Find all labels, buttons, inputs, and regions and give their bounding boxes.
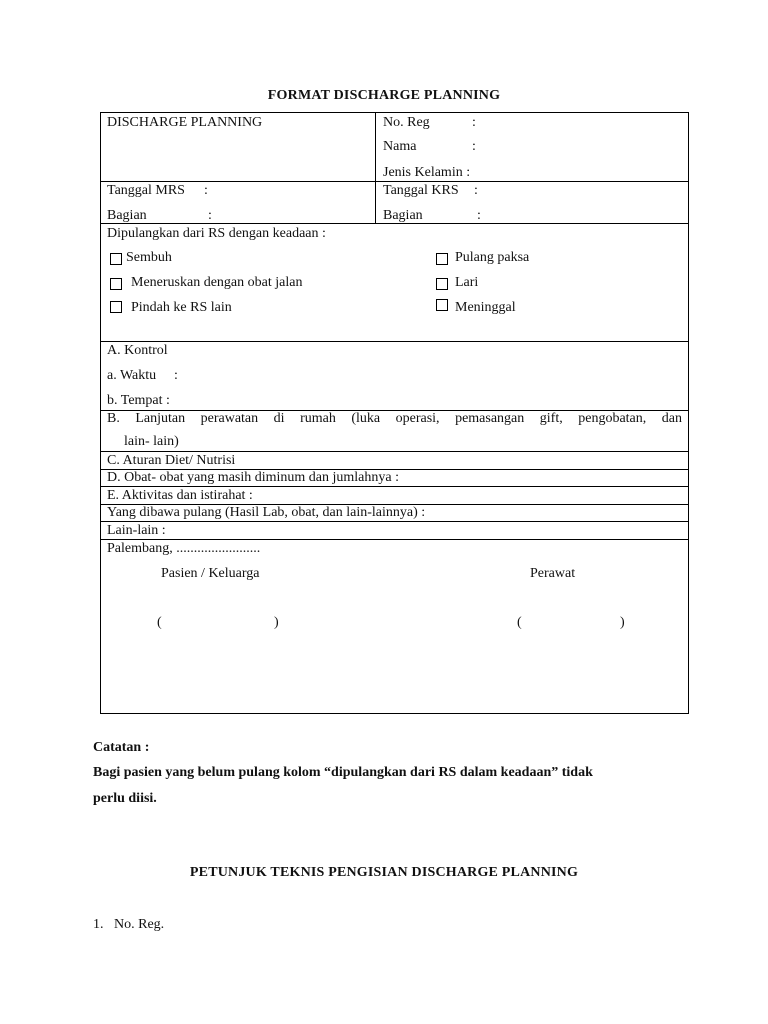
table-border-top [100, 112, 689, 113]
row-divider [100, 341, 689, 342]
lanjutan-perawatan-line2: lain- lain) [124, 434, 179, 449]
meneruskan-obat-jalan-checkbox[interactable] [110, 278, 122, 290]
aturan-diet-row: C. Aturan Diet/ Nutrisi [107, 453, 236, 468]
sembuh-label: Sembuh [126, 250, 172, 265]
form-title: FORMAT DISCHARGE PLANNING [267, 88, 501, 103]
row-divider [100, 521, 689, 522]
tempat-label: b. Tempat : [107, 393, 170, 408]
meninggal-checkbox[interactable] [436, 299, 448, 311]
row-divider [100, 223, 689, 224]
row-divider [100, 539, 689, 540]
bagian-left-label: Bagian [107, 208, 147, 223]
place-date: Palembang, ........................ [107, 541, 261, 556]
perawat-signature-open: ( [517, 615, 522, 630]
tanggal-mrs-colon: : [204, 183, 208, 198]
bagian-left-colon: : [208, 208, 212, 223]
pasien-signature-open: ( [157, 615, 162, 630]
row-divider [100, 181, 689, 182]
catatan-line1: Bagi pasien yang belum pulang kolom “dipulangkan dari RS dalam keadaan” tidak [93, 765, 593, 780]
pulang-paksa-checkbox[interactable] [436, 253, 448, 265]
pasien-signature-close: ) [274, 615, 279, 630]
tanggal-krs-colon: : [474, 183, 478, 198]
sembuh-checkbox[interactable] [110, 253, 122, 265]
meninggal-label: Meninggal [455, 300, 516, 315]
bagian-right-colon: : [477, 208, 481, 223]
dibawa-pulang-row: Yang dibawa pulang (Hasil Lab, obat, dan lain-lainnya) : [107, 505, 426, 520]
waktu-colon: : [174, 368, 178, 383]
obat-row: D. Obat- obat yang masih diminum dan jumlahnya : [107, 470, 400, 485]
no-reg-colon: : [472, 115, 476, 130]
lanjutan-perawatan-line1: B. Lanjutan perawatan di rumah (luka operasi, pemasangan gift, pengobatan, dan [107, 411, 682, 426]
petunjuk-item-1: 1. No. Reg. [93, 917, 165, 932]
no-reg-label: No. Reg [383, 115, 430, 130]
discharge-planning-label: DISCHARGE PLANNING [107, 115, 263, 130]
petunjuk-title: PETUNJUK TEKNIS PENGISIAN DISCHARGE PLANNING [189, 865, 579, 880]
table-border-bottom [100, 713, 689, 714]
table-border-right [688, 112, 689, 714]
pulang-paksa-label: Pulang paksa [455, 250, 530, 265]
meneruskan-obat-jalan-label: Meneruskan dengan obat jalan [131, 275, 303, 290]
perawat-label: Perawat [530, 566, 576, 581]
catatan-line2: perlu diisi. [93, 791, 157, 806]
tanggal-mrs-label: Tanggal MRS [107, 183, 185, 198]
pasien-keluarga-label: Pasien / Keluarga [161, 566, 260, 581]
nama-label: Nama [383, 139, 417, 154]
column-divider [375, 112, 376, 223]
aktivitas-row: E. Aktivitas dan istirahat : [107, 488, 253, 503]
tanggal-krs-label: Tanggal KRS [383, 183, 459, 198]
jenis-kelamin-label: Jenis Kelamin : [383, 165, 471, 180]
discharge-condition-label: Dipulangkan dari RS dengan keadaan : [107, 226, 326, 241]
pindah-rs-checkbox[interactable] [110, 301, 122, 313]
lari-label: Lari [455, 275, 479, 290]
perawat-signature-close: ) [620, 615, 625, 630]
pindah-rs-label: Pindah ke RS lain [131, 300, 232, 315]
table-border-left [100, 112, 101, 714]
row-divider [100, 451, 689, 452]
kontrol-heading: A. Kontrol [107, 343, 168, 358]
waktu-label: a. Waktu [107, 368, 157, 383]
lari-checkbox[interactable] [436, 278, 448, 290]
row-divider [100, 486, 689, 487]
nama-colon: : [472, 139, 476, 154]
catatan-label: Catatan : [93, 740, 150, 755]
lain-lain-row: Lain-lain : [107, 523, 166, 538]
bagian-right-label: Bagian [383, 208, 423, 223]
